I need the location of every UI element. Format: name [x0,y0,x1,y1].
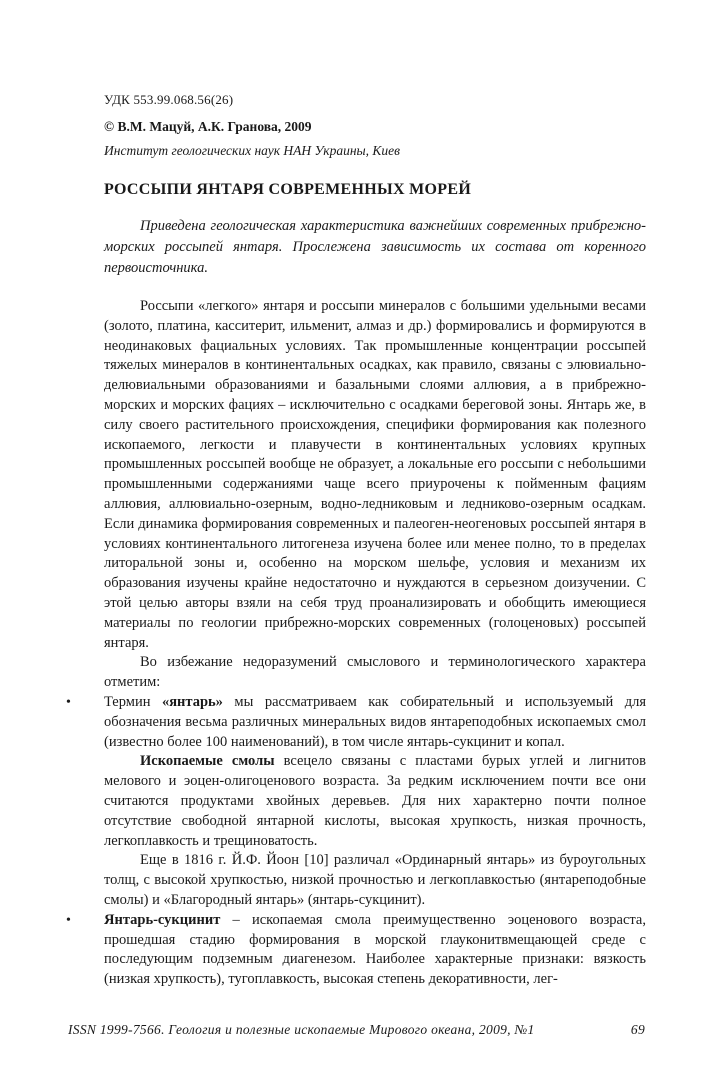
paragraph [104,653,646,693]
institute-affiliation: Институт геологических наук НАН Украины, Киев [104,143,400,158]
paragraph-text: всецело связаны с пластами бурых углей и лигнитов мелового и эоцен-олигоценового возраста. За редким исключением почти все они считаются продуктами хвойных деревьев. Для них характерно почти полное отсутствие свободной янтарной кислоты, высокая хрупкость, низкая прочность, легкоплавкость и трещиноватость. [104,753,646,849]
list-item-text: – ископаемая смола преимущественно эоценового возраста, прошедшая стадию формирования в морской глауконитвмещающей среде с последующим подземным диагенезом. Наиболее характерные признаки: вязкость (низкая хрупкость), тугоплавкость, высокая степень декоративности, лег- [104,911,646,988]
udc-code: УДК 553.99.068.56(26) [104,92,234,107]
abstract-text: Приведена геологическая характеристика важнейших современных прибрежно-морских россыпей янтаря. Прослежена зависимость их состава от коренного первоисточника. [104,218,646,276]
paragraph [104,297,646,653]
list-item-text: Термин [104,693,162,710]
paragraph-text: Россыпи «легкого» янтаря и россыпи минералов с большими удельными весами (золото, платина, касситерит, ильменит, алмаз и др.) формировались и формируются в неодинаковых фациальных условиях. Так промышленные концентрации россыпей тяжелых минералов в континентальных осадках, как правило, связаны с элювиально-делювиальными образованиями и базальными слоями аллювия, а в прибрежно-морских и морских фациях – исключительно с осадками береговой зоны. Янтарь же, в силу своего растительного происхождения, специфики формирования как полезного ископаемого, легкости и плавучести в континентальных условиях крупных промышленных россыпей вообще не образует, а локальные его россыпи с небольшими промышленными содержаниями чаще всего приурочены к пойменным фациям аллювия, аллювиально-озерным, водно-ледниковым и ледниково-озерным осадкам. Если динамика формирования современных и палеоген-неогеновых россыпей янтаря в условиях континентального литогенеза изучена более или менее полно, то в пределах литоральной зоны и, особенно на морском шельфе, условия и механизм их образования изучены крайне недостаточно и нуждаются в серьезном доизучении. С этой целью авторы взяли на себя труд проанализировать и обобщить имеющиеся материалы по геологии прибрежно-морских современных (голоценовых) россыпей янтаря. [104,298,646,651]
bullet-icon: • [66,694,71,710]
paragraph [104,752,646,851]
authors-copyright: © В.М. Мацуй, А.К. Гранова, 2009 [104,119,312,134]
page-footer [68,1022,645,1038]
term-highlight: Ископаемые смолы [140,753,275,770]
bullet-icon: • [66,912,71,928]
paragraph [104,851,646,910]
term-highlight: Янтарь-сукцинит [104,911,221,928]
list-item [66,911,646,990]
paragraph-text: Еще в 1816 г. Й.Ф. Йоон [10] различал «Ординарный янтарь» из буроугольных толщ, с высокой хрупкостью, низкой прочностью и легкоплавкостью (янтареподобные смолы) и «Благородный янтарь» (янтарь-сукцинит). [104,852,646,908]
abstract [104,216,646,279]
list-item [66,693,646,752]
article-body [66,297,646,990]
paragraph-text: Во избежание недоразумений смыслового и терминологического характера отметим: [104,654,646,691]
journal-citation: ISSN 1999-7566. Геология и полезные ископаемые Мирового океана, 2009, №1 [68,1022,535,1037]
article-title: РОССЫПИ ЯНТАРЯ СОВРЕМЕННЫХ МОРЕЙ [104,181,472,198]
term-highlight: «янтарь» [161,693,223,710]
page-number: 69 [630,1022,645,1037]
list-item-text: мы рассматриваем как собирательный и используемый для обозначения весьма различных минеральных видов янтареподобных ископаемых смол (известно более 100 наименований), в том числе янтарь-сукцинит и копал. [104,693,646,750]
